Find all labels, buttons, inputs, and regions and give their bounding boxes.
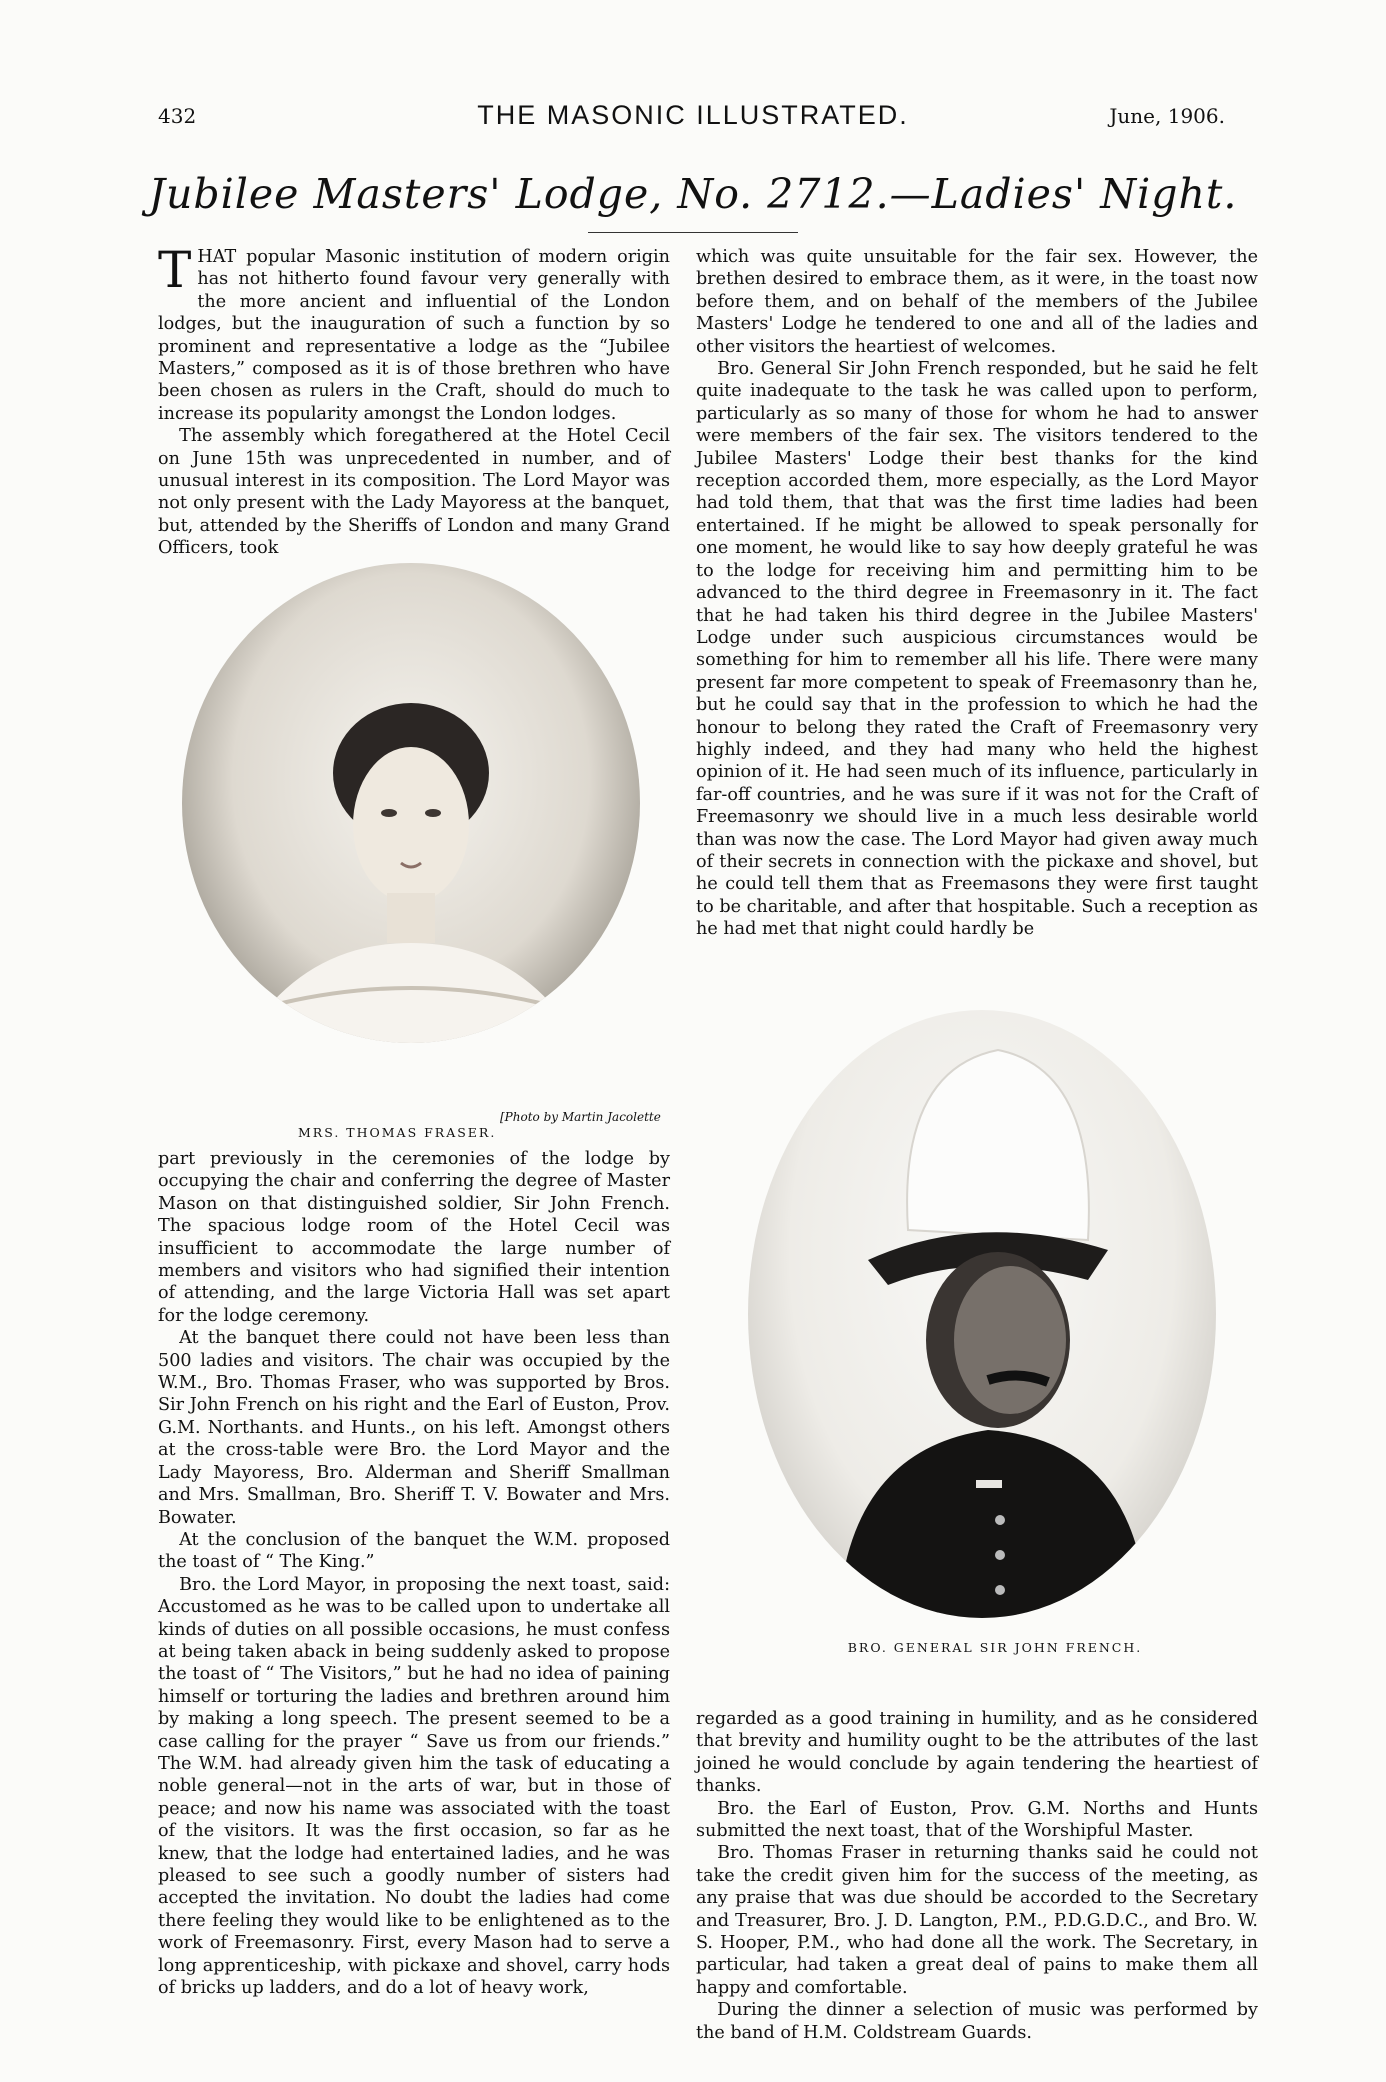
paragraph-5: Bro. the Lord Mayor, in proposing the next toast, said: Accustomed as he was to be called upon to undertake all kinds of duties on all possible occasions, he must confess at being taken aback in being suddenly asked to propose the toast of “ The Visitors,” but he had no idea of paining himself or torturing the ladies and brethren around him by making a long speech. The present seemed to be a case calling for the prayer “ Save us from our friends.” The W.M. had already given him the task of educating a noble general—not in the arts of war, but in those of peace; and now his name was associated with the toast of the visitors. It was the first occasion, so far as he knew, that the lodge had entertained ladies, and he was pleased to see such a goodly number of sisters had accepted the invitation. No doubt the ladies had come there feeling they would like to be enlightened as to the work of Freemasonry. First, every Mason had to serve a long apprenticeship, with pickaxe and shovel, carry hods of bricks up ladders, and do a lot of heavy work, bbox=[158, 1574, 670, 1999]
caption-french: BRO. GENERAL SIR JOHN FRENCH. bbox=[847, 1640, 1143, 1655]
column-left-top bbox=[158, 241, 670, 560]
paragraph-9: During the dinner a selection of music was performed by the band of H.M. Coldstream Guards. bbox=[696, 2000, 1258, 2043]
drop-cap: T bbox=[158, 241, 192, 299]
portrait-general-sir-john-french bbox=[748, 1010, 1216, 1618]
paragraph-3: At the banquet there could not have been less than 500 ladies and visitors. The chair was occupied by the W.M., Bro. Thomas Fraser, who was supported by Bros. Sir John French on his right and the Earl of Euston, Prov. G.M. Northants. and Hunts., on his left. Amongst others at the cross-table were Bro. the Lord Mayor and the Lady Mayoress, Bro. Alderman and Sheriff Smallman and Mrs. Smallman, Bro. Sheriff T. V. Bowater and Mrs. Bowater. bbox=[158, 1328, 670, 1528]
portrait-fraser-image bbox=[182, 563, 640, 1043]
paragraph-6: Bro. General Sir John French responded, but he said he felt quite inadequate to the task he was called upon to perform, particularly as so many of those for whom he had to answer were members of the fair sex. The visitors tendered to the Jubilee Masters' Lodge their best thanks for the kind reception accorded them, more especially, as the Lord Mayor had told them, that that was the first time ladies had been entertained. If he might be allowed to speak personally for one moment, he would like to say how deeply grateful he was to the lodge for receiving him and permitting him to be advanced to the third degree in Freemasonry in it. The fact that he had taken his third degree in the Jubilee Masters' Lodge under such auspicious circumstances would be something for him to remember all his life. There were many present far more competent to speak of Freemasonry than he, but he could say that in the profession to which he had the honour to belong they rated the Craft of Freemasonry very highly indeed, and they had many who held the highest opinion of it. He had seen much of its influence, particularly in far-off countries, and he was sure if it was not for the Craft of Freemasonry we should live in a much less desirable world than was now the case. The Lord Mayor had given away much of their secrets in connection with the pickaxe and shovel, but he could tell them that as Freemasons they were first taught to be charitable, and after that hospitable. Such a reception as he had met that night could hardly be bbox=[696, 359, 1258, 940]
paragraph-2-continued: part previously in the ceremonies of the lodge by occupying the chair and conferring the degree of Master Mason on that distinguished soldier, Sir John French. The spacious lodge room of the Hotel Cecil was insufficient to accommodate the large number of members and visitors who had signified their intention of attending, and the large Victoria Hall was set apart for the lodge ceremony. bbox=[158, 1149, 670, 1326]
photo-credit-fraser: [Photo by Martin Jacolette bbox=[500, 1110, 661, 1124]
article-title: Jubilee Masters' Lodge, No. 2712.—Ladies' Night. bbox=[148, 170, 1238, 218]
portrait-mrs-thomas-fraser bbox=[182, 563, 640, 1043]
paragraph-1: THAT popular Masonic institution of modern origin has not hitherto found favour very generally with the more ancient and influential of the London lodges, but the inauguration of such a function by so prominent and representative a lodge as the “Jubilee Masters,” composed as it is of those brethren who have been chosen as rulers in the Craft, should do much to increase its popularity amongst the London lodges. bbox=[158, 241, 670, 424]
paragraph-6-continued: regarded as a good training in humility, and as he considered that brevity and humility ought to be the attributes of the last joined he would conclude by again tendering the heartiest of thanks. bbox=[696, 1709, 1258, 1797]
column-right-top bbox=[696, 246, 1258, 941]
column-right-bottom bbox=[696, 1708, 1258, 2044]
journal-title: THE MASONIC ILLUSTRATED. bbox=[477, 100, 909, 130]
title-rule bbox=[588, 232, 798, 233]
column-left-bottom bbox=[158, 1148, 670, 1999]
portrait-french-image bbox=[748, 1010, 1216, 1618]
running-head bbox=[0, 100, 1386, 140]
issue-date: June, 1906. bbox=[1109, 104, 1225, 128]
page-number: 432 bbox=[158, 104, 197, 128]
paragraph-7: Bro. the Earl of Euston, Prov. G.M. Norths and Hunts submitted the next toast, that of the Worshipful Master. bbox=[696, 1798, 1258, 1842]
paragraph-8: Bro. Thomas Fraser in returning thanks said he could not take the credit given him for the success of the meeting, as any praise that was due should be accorded to the Secretary and Treasurer, Bro. J. D. Langton, P.M., P.D.G.D.C., and Bro. W. S. Hooper, P.M., who had done all the work. The Secretary, in particular, had taken a great deal of pains to make them all happy and comfortable. bbox=[696, 1843, 1258, 1998]
paragraph-2: The assembly which foregathered at the Hotel Cecil on June 15th was unprecedented in number, and of unusual interest in its composition. The Lord Mayor was not only present with the Lady Mayoress at the banquet, but, attended by the Sheriffs of London and many Grand Officers, took bbox=[158, 426, 670, 559]
paragraph-5-continued: which was quite unsuitable for the fair sex. However, the brethen desired to embrace them, as it were, in the toast now before them, and on behalf of the members of the Jubilee Masters' Lodge he tendered to one and all of the ladies and other visitors the heartiest of welcomes. bbox=[696, 247, 1258, 357]
paragraph-4: At the conclusion of the banquet the W.M. proposed the toast of “ The King.” bbox=[158, 1529, 670, 1573]
caption-fraser: MRS. THOMAS FRASER. bbox=[298, 1125, 497, 1140]
